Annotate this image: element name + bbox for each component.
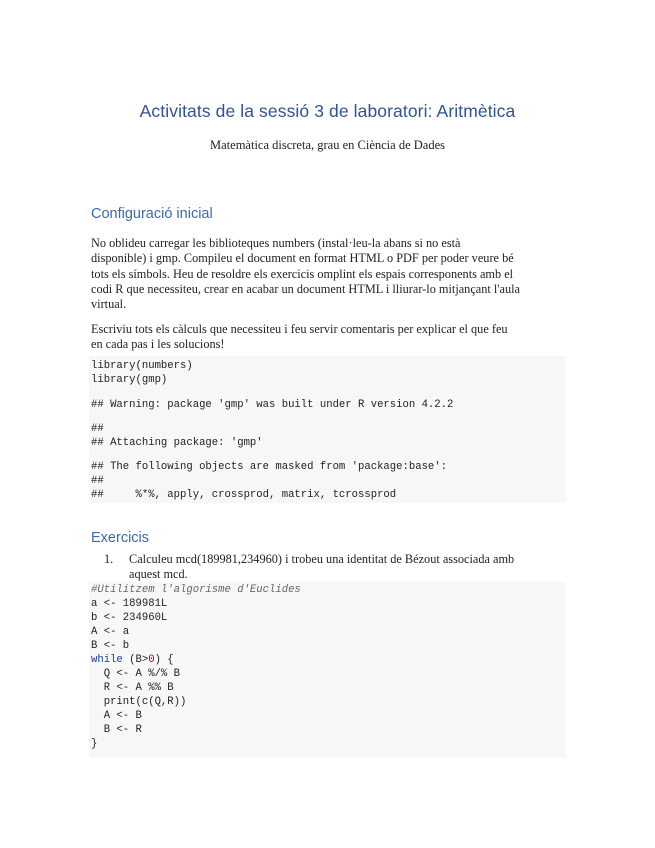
code-block-setup [89, 356, 566, 503]
code-output-line: ## [91, 423, 104, 435]
document-title: Activitats de la sessió 3 de laboratori: Aritmètica [139, 101, 516, 121]
paragraph-line: codi R que necessiteu, crear en acabar un document HTML i lliurar-lo mitjançant l'aula [91, 281, 521, 296]
code-token: ) { [154, 654, 174, 666]
section-heading-configuracio: Configuració inicial [91, 206, 213, 222]
code-token: (B> [122, 654, 149, 666]
code-keyword: while [91, 654, 123, 666]
code-number: 0 [148, 654, 155, 666]
code-line: } [91, 738, 98, 750]
paragraph-instructions [91, 236, 569, 312]
paragraph-line: No oblideu carregar les biblioteques numbers (instal·leu-la abans si no està [91, 236, 461, 250]
code-line: b <- 234960L [91, 612, 168, 624]
code-line: Q <- A %/% B [91, 668, 181, 680]
code-line: print(c(Q,R)) [91, 696, 187, 708]
paragraph-line: en cada pas i les solucions! [91, 337, 225, 352]
code-line: B <- b [91, 640, 130, 652]
code-output-line: ## Warning: package 'gmp' was built under R version 4.2.2 [91, 399, 454, 411]
exercise-line: aquest mcd. [129, 567, 188, 582]
paragraph-line: tots els símbols. Heu de resoldre els exercicis omplint els espais corresponents amb el [91, 266, 514, 281]
paragraph-comments [91, 322, 569, 353]
code-comment: #Utilitzem l'algorisme d'Euclides [91, 584, 301, 596]
code-output-line: ## Attaching package: 'gmp' [91, 437, 263, 449]
code-line: R <- A %% B [91, 682, 174, 694]
code-output-line: ## The following objects are masked from 'package:base': [91, 461, 448, 473]
code-output-line: ## [91, 475, 104, 487]
exercise-text [129, 552, 569, 583]
list-number: 1. [104, 552, 114, 566]
code-line [91, 654, 174, 666]
exercise-line: Calculeu mcd(189981,234960) i trobeu una identitat de Bézout associada amb [129, 552, 515, 566]
section-heading-exercicis: Exercicis [91, 530, 150, 546]
document-subtitle: Matemàtica discreta, grau en Ciència de Dades [210, 138, 445, 152]
paragraph-line: Escriviu tots els càlculs que necessiteu i feu servir comentaris per explicar el que feu [91, 322, 508, 336]
code-block-euclides [89, 582, 566, 758]
code-output-line: ## %*%, apply, crossprod, matrix, tcrossprod [91, 489, 397, 501]
code-line: library(numbers) [91, 360, 193, 372]
code-line: A <- B [91, 710, 142, 722]
code-line: B <- R [91, 724, 142, 736]
code-line: A <- a [91, 626, 130, 638]
code-line: a <- 189981L [91, 598, 168, 610]
paragraph-line: disponible) i gmp. Compileu el document en format HTML o PDF per poder veure bé [91, 251, 514, 266]
paragraph-line: virtual. [91, 297, 127, 312]
code-line: library(gmp) [91, 374, 168, 386]
